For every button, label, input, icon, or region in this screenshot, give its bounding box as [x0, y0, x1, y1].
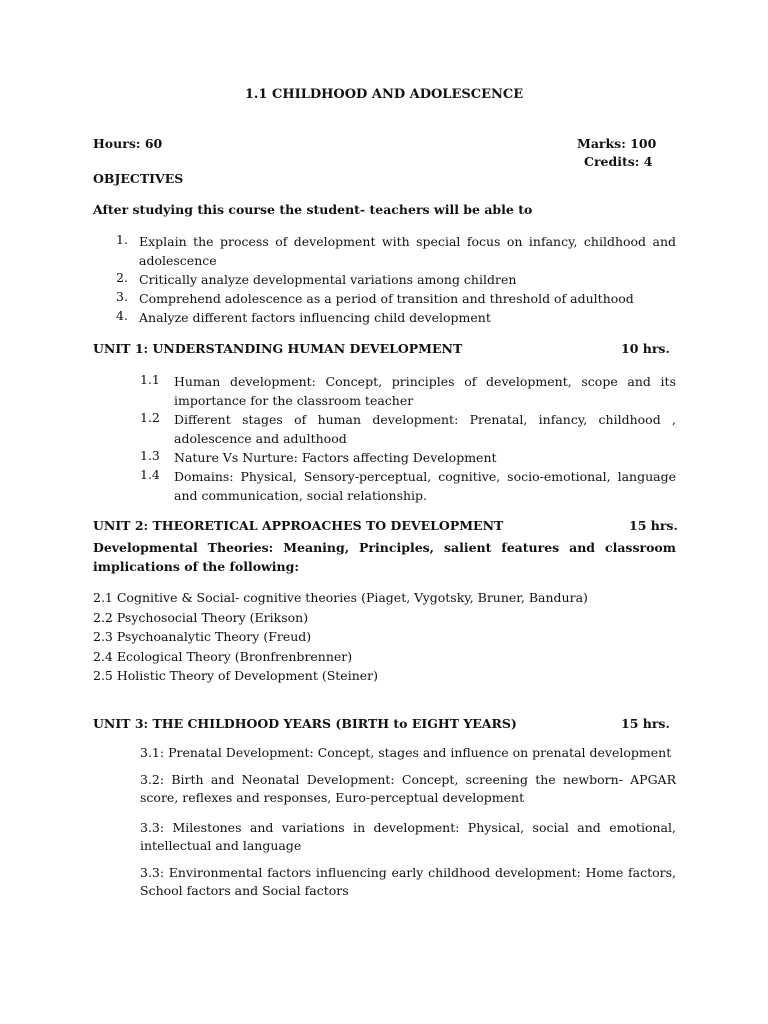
- objective-text: Explain the process of development with special focus on infancy, childhood and adolescence: [139, 234, 676, 268]
- unit1-hours: 10 hrs.: [621, 341, 670, 356]
- objective-item: [116, 232, 676, 270]
- item-number: 1.4: [140, 467, 160, 482]
- unit3-item: 3.2: Birth and Neonatal Development: Concept, screening the newborn- APGAR score, reflexes and responses, Euro-perceptual development: [140, 772, 676, 805]
- list-item: [140, 410, 676, 448]
- unit2-hours: 15 hrs.: [629, 518, 678, 533]
- list-item: 2.5 Holistic Theory of Development (Steiner): [93, 668, 378, 683]
- list-item: [140, 448, 676, 467]
- unit1-heading: UNIT 1: UNDERSTANDING HUMAN DEVELOPMENT: [93, 341, 463, 356]
- unit1-list: [140, 372, 676, 505]
- objective-item: [116, 270, 676, 289]
- objective-number: 1.: [116, 232, 128, 247]
- unit2-heading: UNIT 2: THEORETICAL APPROACHES TO DEVELOPMENT: [93, 518, 504, 533]
- unit3-item: 3.3: Environmental factors influencing early childhood development: Home factors, School factors and Social factors: [140, 865, 676, 898]
- item-number: 1.3: [140, 448, 160, 463]
- list-item: 2.3 Psychoanalytic Theory (Freud): [93, 629, 312, 644]
- item-text: Human development: Concept, principles of development, scope and its importance for the classroom teacher: [174, 374, 676, 408]
- hours-label: Hours: 60: [93, 136, 163, 151]
- objectives-intro: After studying this course the student- teachers will be able to: [93, 202, 533, 217]
- item-text: Different stages of human development: Prenatal, infancy, childhood , adolescence and adulthood: [174, 412, 676, 446]
- objective-text: Comprehend adolescence as a period of transition and threshold of adulthood: [139, 291, 634, 306]
- item-text: Nature Vs Nurture: Factors affecting Development: [174, 450, 497, 465]
- unit3-item: 3.1: Prenatal Development: Concept, stages and influence on prenatal development: [140, 745, 672, 760]
- unit3-heading: UNIT 3: THE CHILDHOOD YEARS (BIRTH to EIGHT YEARS): [93, 716, 517, 731]
- objective-number: 4.: [116, 308, 128, 323]
- list-item: [140, 372, 676, 410]
- unit2-subheading: Developmental Theories: Meaning, Principles, salient features and classroom implications of the following:: [93, 540, 676, 574]
- list-item: [140, 467, 676, 505]
- objective-item: [116, 289, 676, 308]
- unit3-item: 3.3: Milestones and variations in development: Physical, social and emotional, intellectual and language: [140, 820, 676, 853]
- list-item: 2.1 Cognitive & Social- cognitive theories (Piaget, Vygotsky, Bruner, Bandura): [93, 590, 588, 605]
- objective-number: 3.: [116, 289, 128, 304]
- item-number: 1.2: [140, 410, 160, 425]
- item-number: 1.1: [140, 372, 160, 387]
- objective-text: Critically analyze developmental variations among children: [139, 272, 517, 287]
- unit2-list: [93, 588, 676, 686]
- credits-label: Credits: 4: [584, 154, 653, 169]
- list-item: 2.2 Psychosocial Theory (Erikson): [93, 609, 309, 625]
- unit3-hours: 15 hrs.: [621, 716, 670, 731]
- list-item: 2.4 Ecological Theory (Bronfrenbrenner): [93, 648, 353, 664]
- objectives-list: [116, 232, 676, 327]
- page-title: 1.1 CHILDHOOD AND ADOLESCENCE: [244, 87, 524, 102]
- objective-text: Analyze different factors influencing child development: [139, 310, 491, 325]
- marks-label: Marks: 100: [577, 136, 657, 151]
- objectives-heading: OBJECTIVES: [93, 171, 184, 186]
- objective-number: 2.: [116, 270, 128, 285]
- item-text: Domains: Physical, Sensory-perceptual, cognitive, socio-emotional, language and communication, social relationship.: [174, 469, 676, 503]
- objective-item: [116, 308, 676, 327]
